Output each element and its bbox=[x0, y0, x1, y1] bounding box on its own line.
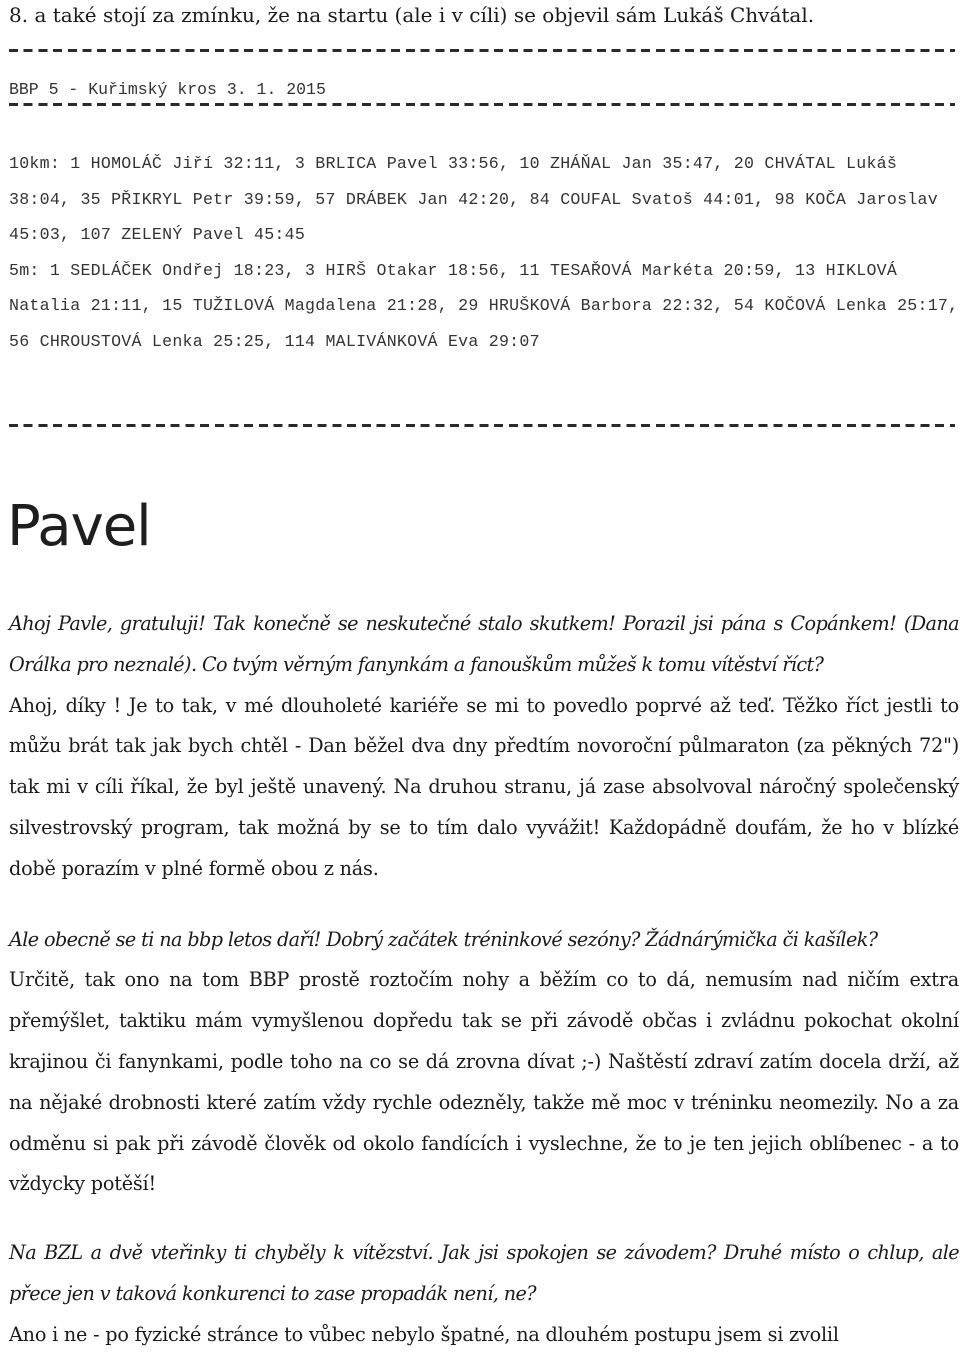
interview-question: Na BZL a dvě vteřinky ti chyběly k vítězství. Jak jsi spokojen se závodem? Druhé místo o chlup, ale přece jen v taková konkurenci to zase propadák není, ne? bbox=[9, 1241, 959, 1305]
interview-question: Ale obecně se ti na bbp letos daří! Dobrý začátek tréninkové sezóny? Žádnárýmička či kašílek? bbox=[9, 927, 878, 951]
dashed-divider bbox=[9, 49, 955, 52]
interview-answer: Určitě, tak ono na tom BBP prostě roztočím nohy a běžím co to dá, nemusím nad ničím extra přemýšlet, taktiku mám vymyšlenou dopředu tak se při závodě občas i zvládnu pokochat okolní krajinou či fanynkami, podle toho na co se dá zrovna dívat ;-) Naštěstí zdraví zatím docela drží, až na nějaké drobnosti které zatím vždy rychle odezněly, takže mě moc v tréninku neomezily. No a za odměnu si pak při závodě člověk od okolo fandících i vyslechne, že to je ten jejich oblíbenec - a to vždycky potěší! bbox=[9, 968, 959, 1196]
interview-answer: Ano i ne - po fyzické stránce to vůbec nebylo špatné, na dlouhém postupu jsem si zvolil bbox=[9, 1322, 839, 1346]
dashed-divider bbox=[9, 424, 955, 427]
results-5km: 5m: 1 SEDLÁČEK Ondřej 18:23, 3 HIRŠ Otakar 18:56, 11 TESAŘOVÁ Markéta 20:59, 13 HIKLOVÁ Natalia 21:11, 15 TUŽILOVÁ Magdalena 21:28, 29 HRUŠKOVÁ Barbora 22:32, 54 KOČOVÁ Lenka 25:17, 56 CHROUSTOVÁ Lenka 25:25, 114 MALIVÁNKOVÁ Eva 29:07 bbox=[9, 260, 959, 351]
spacer bbox=[9, 890, 959, 920]
race-title: BBP 5 - Kuřimský kros 3. 1. 2015 bbox=[9, 80, 326, 99]
section-heading: Pavel bbox=[7, 494, 151, 559]
interview bbox=[9, 604, 959, 1356]
race-results bbox=[9, 146, 959, 359]
dashed-divider bbox=[9, 103, 955, 106]
spacer bbox=[9, 1205, 959, 1233]
results-10km: 10km: 1 HOMOLÁČ Jiří 32:11, 3 BRLICA Pavel 33:56, 10 ZHÁŇAL Jan 35:47, 20 CHVÁTAL Lukáš 38:04, 35 PŘIKRYL Petr 39:59, 57 DRÁBEK Jan 42:20, 84 COUFAL Svatoš 44:01, 98 KOČA Jaroslav 45:03, 107 ZELENÝ Pavel 45:45 bbox=[9, 154, 938, 244]
interview-answer: Ahoj, díky ! Je to tak, v mé dlouholeté kariéře se mi to povedlo poprvé až teď. Těžko říct jestli to můžu brát tak jak bych chtěl - Dan běžel dva dny předtím novoroční půlmaraton (za pěkných 72") tak mi v cíli říkal, že byl ještě unavený. Na druhou stranu, já zase absolvoval náročný společenský silvestrovský program, tak možná by se to tím dalo vyvážit! Každopádně doufám, že ho v blízké době porazím v plné formě obou z nás. bbox=[9, 693, 959, 880]
interview-question: Ahoj Pavle, gratuluji! Tak konečně se neskutečné stalo skutkem! Porazil jsi pána s Copánkem! (Dana Orálka pro neznalé). Co tvým věrným fanynkám a fanouškům můžeš k tomu vítěství říct? bbox=[9, 612, 959, 676]
intro-line: 8. a také stojí za zmínku, že na startu (ale i v cíli) se objevil sám Lukáš Chvátal. bbox=[9, 3, 815, 27]
